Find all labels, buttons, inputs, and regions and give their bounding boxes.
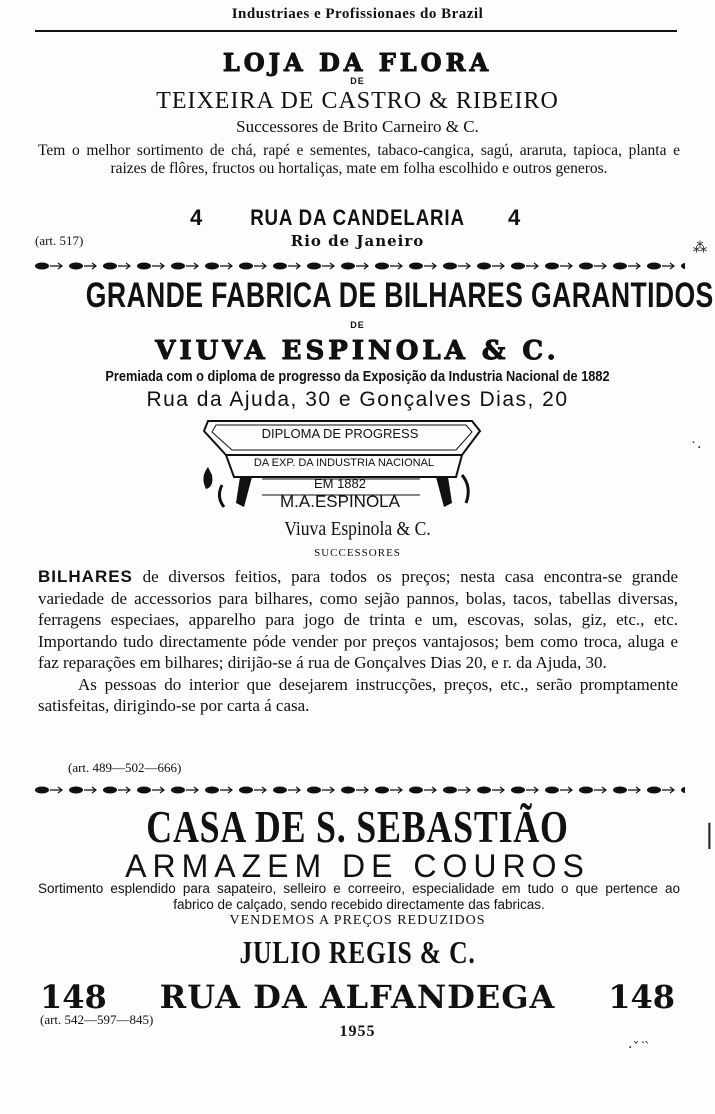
shop-successors: Successores de Brito Carneiro & C. bbox=[236, 117, 479, 136]
divider-link bbox=[409, 263, 423, 270]
divider-link bbox=[579, 787, 593, 794]
divider-link bbox=[613, 787, 627, 794]
shop-description: Tem o melhor sortimento de chá, rapé e sementes, tabaco-cangica, sagú, araruta, tapioca, planta e raizes de flôres, fructos ou hortaliças, mate em folha escolhido e outros generos. bbox=[38, 142, 680, 177]
billiards-art-ref: (art. 489—502—666) bbox=[68, 760, 182, 775]
leather-shop-sell: VENDEMOS A PREÇOS REDUZIDOS bbox=[229, 913, 486, 928]
divider-arrow bbox=[84, 787, 96, 793]
divider-link bbox=[307, 263, 321, 270]
illustration-line-4: M.A.ESPINOLA bbox=[280, 492, 400, 511]
leather-shop-street: RUA DA ALFANDEGA bbox=[159, 978, 556, 1016]
divider-arrow bbox=[390, 263, 402, 269]
margin-speck: | bbox=[705, 820, 714, 850]
leather-shop-subtitle: ARMAZEM DE COUROS bbox=[125, 848, 590, 884]
shop-address-number-left: 4 bbox=[190, 205, 203, 230]
divider-link bbox=[579, 263, 593, 270]
divider-arrow bbox=[288, 263, 300, 269]
divider-arrow bbox=[458, 263, 470, 269]
billiards-body-lead: BILHARES bbox=[38, 567, 133, 586]
divider-link bbox=[171, 263, 185, 270]
billiards-title: GRANDE FABRICA DE BILHARES GARANTIDOS bbox=[85, 276, 714, 315]
leather-shop-art-ref: (art. 542—597—845) bbox=[40, 1012, 154, 1027]
divider-arrow bbox=[628, 263, 640, 269]
divider-arrow bbox=[84, 263, 96, 269]
divider-link bbox=[35, 787, 49, 794]
divider-arrow bbox=[628, 787, 640, 793]
divider-link bbox=[477, 263, 491, 270]
divider-link bbox=[103, 787, 117, 794]
shop-address-number-right: 4 bbox=[508, 205, 521, 230]
billiards-body-second: As pessoas do interior que desejarem instrucções, preços, etc., serão promptamente satisfeitas, dirigindo-se por carta á casa. bbox=[38, 674, 678, 715]
divider-link bbox=[647, 263, 661, 270]
divider-link bbox=[477, 787, 491, 794]
divider-link bbox=[681, 263, 685, 270]
divider-arrow bbox=[50, 787, 62, 793]
divider-link bbox=[307, 787, 321, 794]
divider-arrow bbox=[492, 787, 504, 793]
billiards-body-text: de diversos feitios, para todos os preços; nesta casa encontra-se grande variedade de accessorios para bilhares, como sejão pannos, bolas, tacos, tabellas diversas, ferragens especiaes, apparelho para jogo de trinta e um, escovas, solas, giz, etc., etc. Importando tudo directamente póde vender por preços vantajosos; bem como troca, aluga e faz reparações em bilhares; dirijão-se á rua de Gonçalves Dias 20, e r. da Ajuda, 30. bbox=[38, 567, 678, 672]
billiards-award: Premiada com o diploma de progresso da Exposição da Industria Nacional de 1882 bbox=[105, 369, 610, 385]
illustration-line-3: EM 1882 bbox=[313, 476, 367, 491]
divider-arrow bbox=[424, 263, 436, 269]
divider-arrow bbox=[594, 787, 606, 793]
billiards-of: DE bbox=[350, 320, 365, 330]
leather-shop-firm: JULIO REGIS & C. bbox=[239, 934, 476, 970]
margin-speck: ⁂ bbox=[693, 240, 707, 256]
divider-arrow bbox=[356, 263, 368, 269]
page-number: 1955 bbox=[339, 1023, 376, 1040]
divider-arrow bbox=[322, 263, 334, 269]
divider-link bbox=[273, 787, 287, 794]
divider-link bbox=[511, 787, 525, 794]
divider-link bbox=[443, 263, 457, 270]
divider-arrow bbox=[458, 787, 470, 793]
leather-shop-title: CASA DE S. SEBASTIÃO bbox=[146, 801, 569, 852]
billiard-table-illustration bbox=[200, 415, 485, 520]
billiards-successors: SUCCESSORES bbox=[314, 547, 401, 559]
divider-link bbox=[239, 787, 253, 794]
header-rule bbox=[35, 30, 677, 32]
divider-arrow bbox=[526, 263, 538, 269]
billiards-signature: Viuva Espinola & C. bbox=[284, 518, 431, 540]
divider-arrow bbox=[186, 787, 198, 793]
billiards-body bbox=[38, 566, 678, 717]
divider-link bbox=[69, 787, 83, 794]
shop-owners: TEIXEIRA DE CASTRO & RIBEIRO bbox=[156, 88, 559, 114]
shop-address bbox=[0, 205, 715, 233]
shop-art-ref: (art. 517) bbox=[35, 233, 84, 248]
divider-arrow bbox=[118, 263, 130, 269]
divider-link bbox=[375, 263, 389, 270]
divider-arrow bbox=[526, 787, 538, 793]
divider-link bbox=[647, 787, 661, 794]
divider-link bbox=[681, 787, 685, 794]
divider-link bbox=[137, 263, 151, 270]
illustration-line-2: DA EXP. DA INDUSTRIA NACIONAL bbox=[253, 457, 435, 469]
divider-arrow bbox=[220, 787, 232, 793]
divider-link bbox=[171, 787, 185, 794]
divider-arrow bbox=[492, 263, 504, 269]
divider-link bbox=[341, 787, 355, 794]
leather-shop-description: Sortimento esplendido para sapateiro, selleiro e correeiro, especialidade em tudo o que pertence ao fabrico de calçado, sendo recebido directamente das fabricas. bbox=[38, 881, 680, 912]
divider-arrow bbox=[152, 263, 164, 269]
shop-name: LOJA DA FLORA bbox=[222, 48, 493, 77]
divider-arrow bbox=[356, 787, 368, 793]
divider-arrow bbox=[254, 787, 266, 793]
divider-arrow bbox=[390, 787, 402, 793]
divider-link bbox=[443, 787, 457, 794]
divider-arrow bbox=[186, 263, 198, 269]
illustration-line-1: DIPLOMA DE PROGRESS bbox=[261, 426, 419, 441]
divider-arrow bbox=[50, 263, 62, 269]
leather-shop-number-left: 148 bbox=[40, 978, 107, 1016]
margin-speck: ·ˇ˙ ̀ bbox=[628, 1040, 651, 1056]
shop-city: Rio de Janeiro bbox=[290, 232, 425, 250]
divider-arrow bbox=[662, 263, 674, 269]
ornamental-divider bbox=[30, 785, 685, 795]
divider-link bbox=[205, 263, 219, 270]
divider-link bbox=[273, 263, 287, 270]
margin-speck: ˙· bbox=[690, 440, 702, 456]
divider-arrow bbox=[560, 787, 572, 793]
divider-link bbox=[35, 263, 49, 270]
divider-arrow bbox=[424, 787, 436, 793]
running-title: Industriaes e Profissionaes do Brazil bbox=[231, 6, 484, 22]
shop-address-street: RUA DA CANDELARIA bbox=[250, 205, 465, 230]
leather-shop-number-right: 148 bbox=[608, 978, 675, 1016]
billiards-address: Rua da Ajuda, 30 e Gonçalves Dias, 20 bbox=[146, 388, 569, 411]
ornamental-divider bbox=[30, 261, 685, 271]
divider-link bbox=[511, 263, 525, 270]
divider-arrow bbox=[254, 263, 266, 269]
divider-link bbox=[137, 787, 151, 794]
billiards-firm: VIUVA ESPINOLA & C. bbox=[155, 336, 560, 366]
divider-arrow bbox=[594, 263, 606, 269]
divider-link bbox=[545, 787, 559, 794]
divider-arrow bbox=[322, 787, 334, 793]
divider-link bbox=[545, 263, 559, 270]
divider-arrow bbox=[152, 787, 164, 793]
divider-link bbox=[205, 787, 219, 794]
divider-link bbox=[103, 263, 117, 270]
divider-link bbox=[239, 263, 253, 270]
divider-arrow bbox=[220, 263, 232, 269]
divider-link bbox=[341, 263, 355, 270]
divider-link bbox=[613, 263, 627, 270]
divider-link bbox=[409, 787, 423, 794]
divider-link bbox=[69, 263, 83, 270]
divider-link bbox=[375, 787, 389, 794]
divider-arrow bbox=[118, 787, 130, 793]
divider-arrow bbox=[288, 787, 300, 793]
shop-of: DE bbox=[350, 76, 365, 86]
divider-arrow bbox=[560, 263, 572, 269]
divider-arrow bbox=[662, 787, 674, 793]
